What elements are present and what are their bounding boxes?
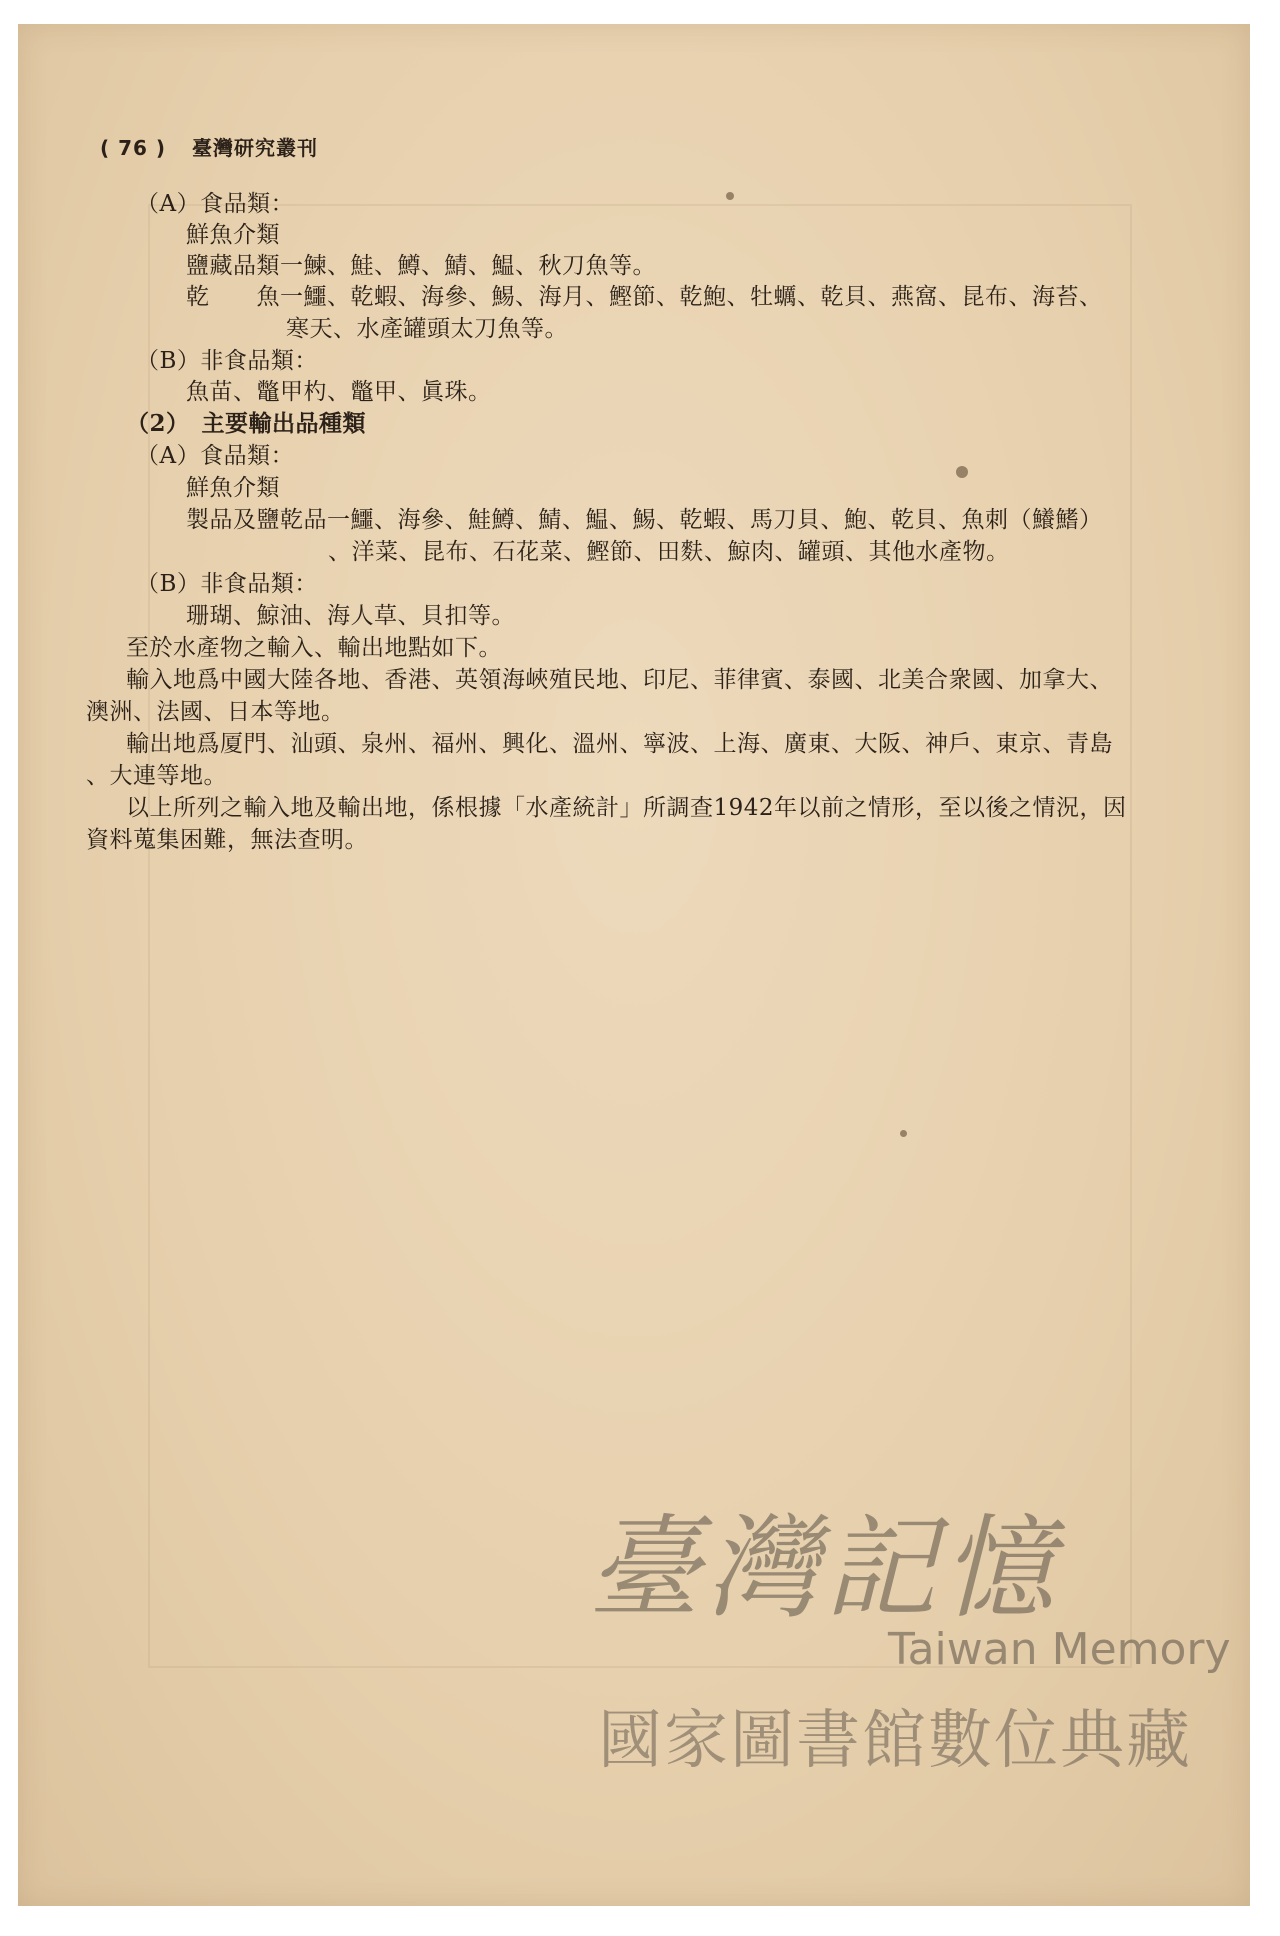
section-b-nonfood-export: （B）非食品類：: [136, 571, 318, 597]
journal-title: 臺灣研究叢刊: [192, 136, 319, 160]
paragraph-continued: 、大連等地。: [86, 763, 227, 789]
paragraph: 至於水產物之輸入、輸出地點如下。: [126, 635, 502, 661]
list-item-continued: 寒天、水產罐頭太刀魚等。: [286, 316, 568, 342]
list-item: 珊瑚、鯨油、海人草、貝扣等。: [186, 603, 515, 629]
page-header: [100, 132, 318, 161]
paragraph: 以上所列之輸入地及輸出地，係根據「水產統計」所調查1942年以前之情形，至以後之情況，因: [126, 795, 1127, 821]
paragraph-continued: 澳洲、法國、日本等地。: [86, 699, 345, 725]
paragraph: 輸入地爲中國大陸各地、香港、英領海峽殖民地、印尼、菲律賓、泰國、北美合衆國、加拿大、: [126, 667, 1113, 693]
list-item: 鮮魚介類: [186, 222, 280, 248]
list-item: 魚苗、鼈甲杓、鼈甲、眞珠。: [186, 379, 492, 405]
ink-speck: [956, 466, 968, 478]
watermark-english: Taiwan Memory: [888, 1624, 1231, 1675]
scanned-page: [18, 24, 1250, 1906]
section-b-nonfood-import: （B）非食品類：: [136, 348, 318, 374]
list-item: 鮮魚介類: [186, 475, 280, 501]
ink-speck: [900, 1130, 907, 1137]
page-number: ( 76 ): [100, 136, 167, 160]
paragraph-continued: 資料蒐集困難，無法查明。: [86, 827, 368, 853]
section-a-food-import: （A）食品類：: [136, 191, 295, 217]
section-a-food-export: （A）食品類：: [136, 443, 295, 469]
section-heading-exports: （2） 主要輸出品種類: [126, 410, 367, 437]
watermark-chinese: 臺灣記憶: [588, 1504, 1060, 1634]
list-item: 乾 魚一鱷、乾蝦、海參、鯣、海月、鰹節、乾鮑、牡蠣、乾貝、燕窩、昆布、海苔、: [186, 284, 1103, 310]
watermark-library: 國家圖書館數位典藏: [598, 1704, 1192, 1778]
ink-speck: [726, 192, 734, 200]
paragraph: 輸出地爲厦門、汕頭、泉州、福州、興化、溫州、寧波、上海、廣東、大阪、神戶、東京、青島: [126, 731, 1113, 757]
list-item-continued: 、洋菜、昆布、石花菜、鰹節、田麩、鯨肉、罐頭、其他水產物。: [328, 539, 1010, 565]
list-item: 製品及鹽乾品一鱷、海參、鮭鱒、鯖、鰛、鯣、乾蝦、馬刀貝、鮑、乾貝、魚刺（鱶鰭）: [186, 507, 1103, 533]
list-item: 鹽藏品類一鰊、鮭、鱒、鯖、鰛、秋刀魚等。: [186, 253, 656, 279]
